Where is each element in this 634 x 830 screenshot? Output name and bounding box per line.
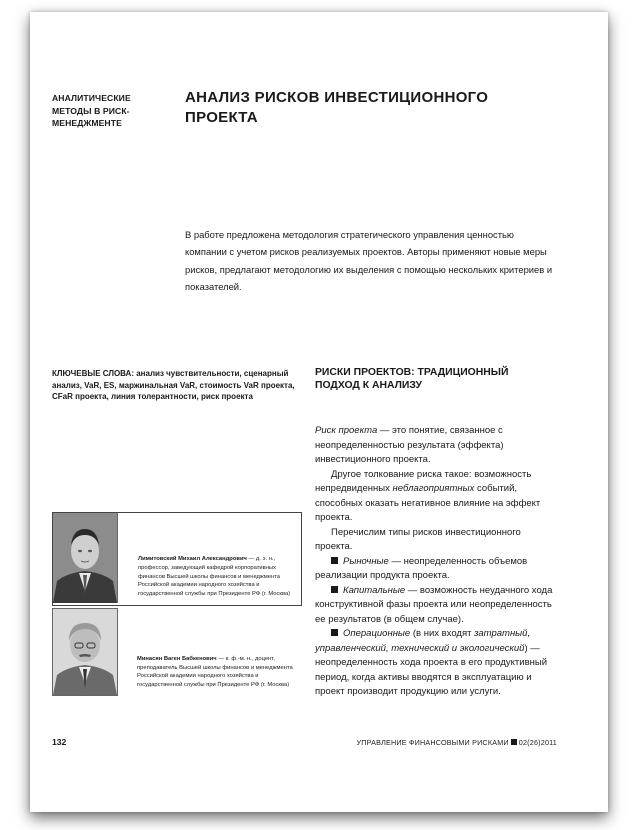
emphasis: неблагоприятных bbox=[392, 483, 475, 494]
bullet-item bbox=[315, 555, 557, 584]
text: — неопределенность объемов реализации продукта проекта. bbox=[315, 555, 528, 581]
bullet-item bbox=[315, 627, 557, 700]
section-label: АНАЛИТИЧЕСКИЕ МЕТОДЫ В РИСК-МЕНЕДЖМЕНТЕ bbox=[52, 93, 131, 128]
body-text bbox=[315, 424, 557, 700]
author-description: — д. э. н., профессор, заведующий кафедрой корпоративных финансов Высшей школы финансов и менеджмента Российской академии народного хозяйства и государственной службы при Президенте РФ (г. Москва) bbox=[138, 556, 291, 598]
square-separator-icon bbox=[511, 739, 517, 745]
bullet-item bbox=[315, 584, 557, 628]
author-name: Минасян Ваген Бабкенович bbox=[137, 655, 217, 662]
paragraph: Перечислим типы рисков инвестиционного проекта. bbox=[315, 526, 521, 552]
text: событий, способных оказать негативное влияние на эффект проекта. bbox=[315, 483, 541, 523]
text: ) — неопределенность хода проекта в его продуктивный период, когда активы вводятся в эксплуатацию и проект производит продукцию или услуги. bbox=[315, 642, 548, 697]
journal-footer bbox=[357, 738, 557, 747]
keywords: КЛЮЧЕВЫЕ СЛОВА: анализ чувствительности, сценарный анализ, VaR, ES, маржинальная VaR, стоимость VaR проекта, CFaR проекта, линия толерантности, риск проекта bbox=[52, 369, 295, 402]
portrait-image bbox=[53, 513, 117, 603]
page-number: 132 bbox=[52, 737, 67, 747]
text: — это понятие, связанное с неопределенностью результата (эффекта) инвестиционного проекта. bbox=[315, 425, 504, 465]
text: Другое толкование риска такое: возможность непредвиденных bbox=[315, 468, 532, 494]
term: Рыночные bbox=[343, 555, 389, 567]
issue-number: 02(26)2011 bbox=[518, 738, 557, 747]
term: Капитальные bbox=[343, 584, 406, 596]
author-description: — к. ф.-м. н., доцент, преподаватель Высшей школы финансов и менеджмента Российской академии народного хозяйства и государственной службы при Президенте РФ (г. Москва) bbox=[137, 655, 293, 689]
term: Риск проекта bbox=[315, 425, 378, 436]
term: Операционные bbox=[343, 628, 411, 639]
section-heading: РИСКИ ПРОЕКТОВ: ТРАДИЦИОННЫЙ ПОДХОД К АНАЛИЗУ bbox=[315, 367, 509, 391]
bullet-square-icon bbox=[331, 586, 338, 593]
text: — возможность неудачного хода конструктивной фазы проекта или неопределенность ее результатов (в общем случае). bbox=[315, 584, 553, 625]
author-info bbox=[138, 555, 298, 599]
article-title: АНАЛИЗ РИСКОВ ИНВЕСТИЦИОННОГО ПРОЕКТА bbox=[185, 89, 489, 126]
author-photo bbox=[53, 513, 118, 603]
author-card bbox=[52, 512, 302, 606]
journal-name: УПРАВЛЕНИЕ ФИНАНСОВЫМИ РИСКАМИ bbox=[356, 738, 509, 747]
text: (в них входят bbox=[410, 628, 475, 639]
author-name: Лимитовский Михаил Александрович bbox=[138, 556, 247, 563]
emphasis: затратный, управленческий, технический и экологический bbox=[315, 628, 531, 654]
paragraph bbox=[315, 424, 557, 468]
portrait-image bbox=[53, 609, 117, 695]
bullet-square-icon bbox=[331, 629, 338, 636]
author-info bbox=[137, 655, 297, 690]
author-photo bbox=[52, 608, 118, 696]
author-card bbox=[52, 608, 300, 696]
abstract: В работе предложена методология стратегического управления ценностью компании с учетом рисков реализуемых проектов. Авторы применяют новые меры рисков, предлагают методологию их выделения с помощью нескольких критериев и показателей. bbox=[185, 229, 553, 293]
paragraph bbox=[315, 468, 557, 526]
bullet-square-icon bbox=[331, 557, 338, 564]
